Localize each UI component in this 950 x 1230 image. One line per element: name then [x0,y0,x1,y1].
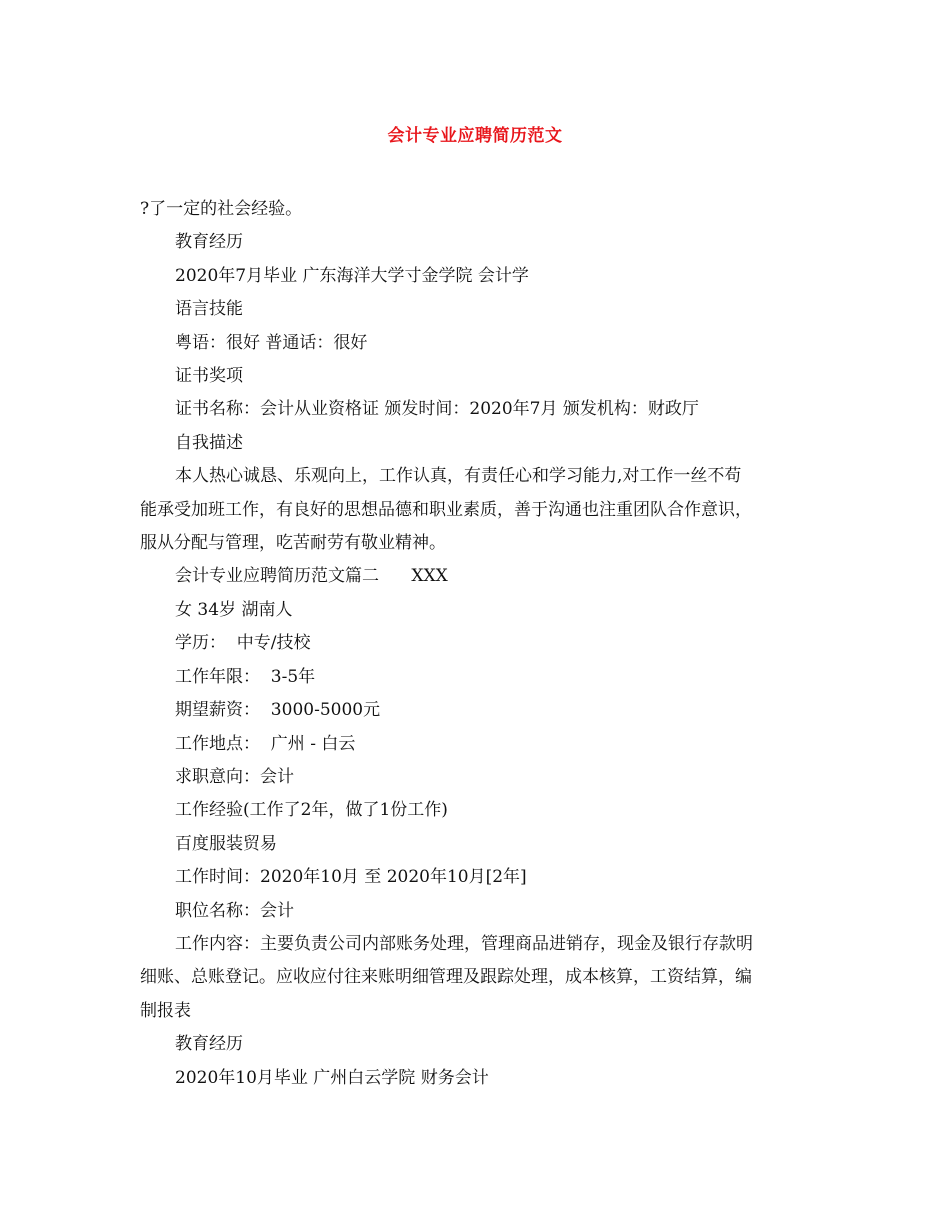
text-line: 制报表 [140,1000,191,1021]
text-line: 2020年10月毕业 广州白云学院 财务会计 [175,1067,489,1088]
text-line: 能承受加班工作，有良好的思想品德和职业素质，善于沟通也注重团队合作意识， [140,499,752,520]
section-heading-education: 教育经历 [175,232,243,253]
text-line: 女 34岁 湖南人 [175,599,293,620]
text-line: 百度服装贸易 [175,833,277,854]
text-line: 工作年限： 3-5年 [175,666,316,687]
text-line: 求职意向：会计 [175,766,294,787]
text-line: 学历： 中专/技校 [175,633,311,654]
text-line: 期望薪资： 3000-5000元 [175,700,381,721]
section-heading-education: 教育经历 [175,1034,243,1055]
text-line: 粤语：很好 普通话：很好 [175,332,368,353]
section-heading-certificates: 证书奖项 [175,366,243,387]
text-line: 本人热心诚恳、乐观向上，工作认真，有责任心和学习能力,对工作一丝不苟 [175,466,742,487]
text-line: 2020年7月毕业 广东海洋大学寸金学院 会计学 [175,265,529,286]
text-line: 职位名称：会计 [175,900,294,921]
text-line: 工作内容：主要负责公司内部账务处理，管理商品进销存，现金及银行存款明 [175,933,753,954]
text-line: 工作经验(工作了2年，做了1份工作) [175,800,448,821]
text-line: 证书名称：会计从业资格证 颁发时间：2020年7月 颁发机构：财政厅 [175,399,699,420]
text-line: 工作地点： 广州 - 白云 [175,733,356,754]
section-heading-resume-two: 会计专业应聘简历范文篇二 XXX [175,566,448,587]
section-heading-language: 语言技能 [175,299,243,320]
document-body [140,193,820,1095]
document-title: 会计专业应聘简历范文 [387,126,563,146]
text-line: 服从分配与管理，吃苦耐劳有敬业精神。 [140,533,446,554]
text-line: 细账、总账登记。应收应付往来账明细管理及跟踪处理，成本核算，工资结算，编 [140,967,752,988]
text-line: 工作时间：2020年10月 至 2020年10月[2年] [175,867,527,888]
section-heading-self-description: 自我描述 [175,432,243,453]
text-line: ?了一定的社会经验。 [140,199,303,219]
